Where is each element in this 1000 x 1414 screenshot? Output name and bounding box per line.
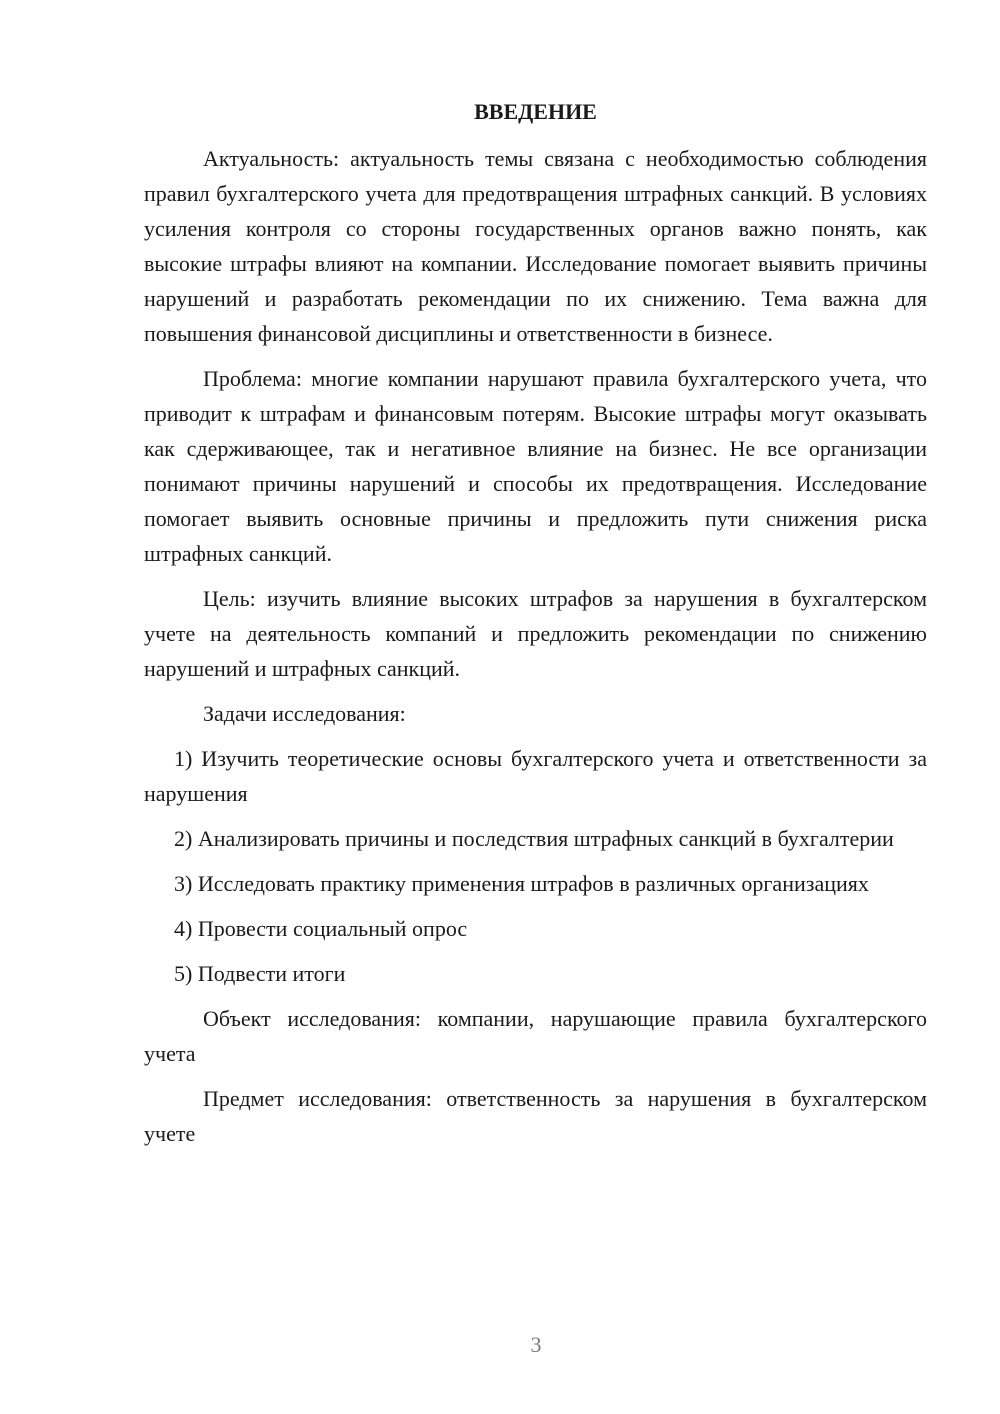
task-item: 2) Анализировать причины и последствия штрафных санкций в бухгалтерии [174, 826, 894, 851]
goal-paragraph: Цель: изучить влияние высоких штрафов за нарушения в бухгалтерском учете на деятельность компаний и предложить рекомендации по снижению нарушений и штрафных санкций. [144, 586, 927, 681]
problem-paragraph: Проблема: многие компании нарушают правила бухгалтерского учета, что приводит к штрафам и финансовым потерям. Высокие штрафы могут оказывать как сдерживающее, так и негативное влияние на бизнес. Не все организации понимают причины нарушений и способы их предотвращения. Исследование помогает выявить основные причины и предложить пути снижения риска штрафных санкций. [144, 366, 927, 566]
relevance-paragraph: Актуальность: актуальность темы связана с необходимостью соблюдения правил бухгалтерского учета для предотвращения штрафных санкций. В условиях усиления контроля со стороны государственных органов важно понять, как высокие штрафы влияют на компании. Исследование помогает выявить причины нарушений и разработать рекомендации по их снижению. Тема важна для повышения финансовой дисциплины и ответственности в бизнесе. [144, 146, 927, 346]
section-title: ВВЕДЕНИЕ [474, 99, 597, 124]
object-paragraph: Объект исследования: компании, нарушающие правила бухгалтерского учета [144, 1006, 927, 1066]
task-item: 5) Подвести итоги [174, 961, 346, 986]
page-number: 3 [530, 1332, 542, 1357]
subject-paragraph: Предмет исследования: ответственность за нарушения в бухгалтерском учете [144, 1086, 927, 1146]
task-item: 4) Провести социальный опрос [174, 916, 468, 941]
task-item: 3) Исследовать практику применения штрафов в различных организациях [174, 871, 869, 896]
tasks-heading: Задачи исследования: [203, 701, 406, 726]
page-content [144, 94, 927, 1161]
task-item: 1) Изучить теоретические основы бухгалтерского учета и ответственности за нарушения [144, 746, 927, 806]
